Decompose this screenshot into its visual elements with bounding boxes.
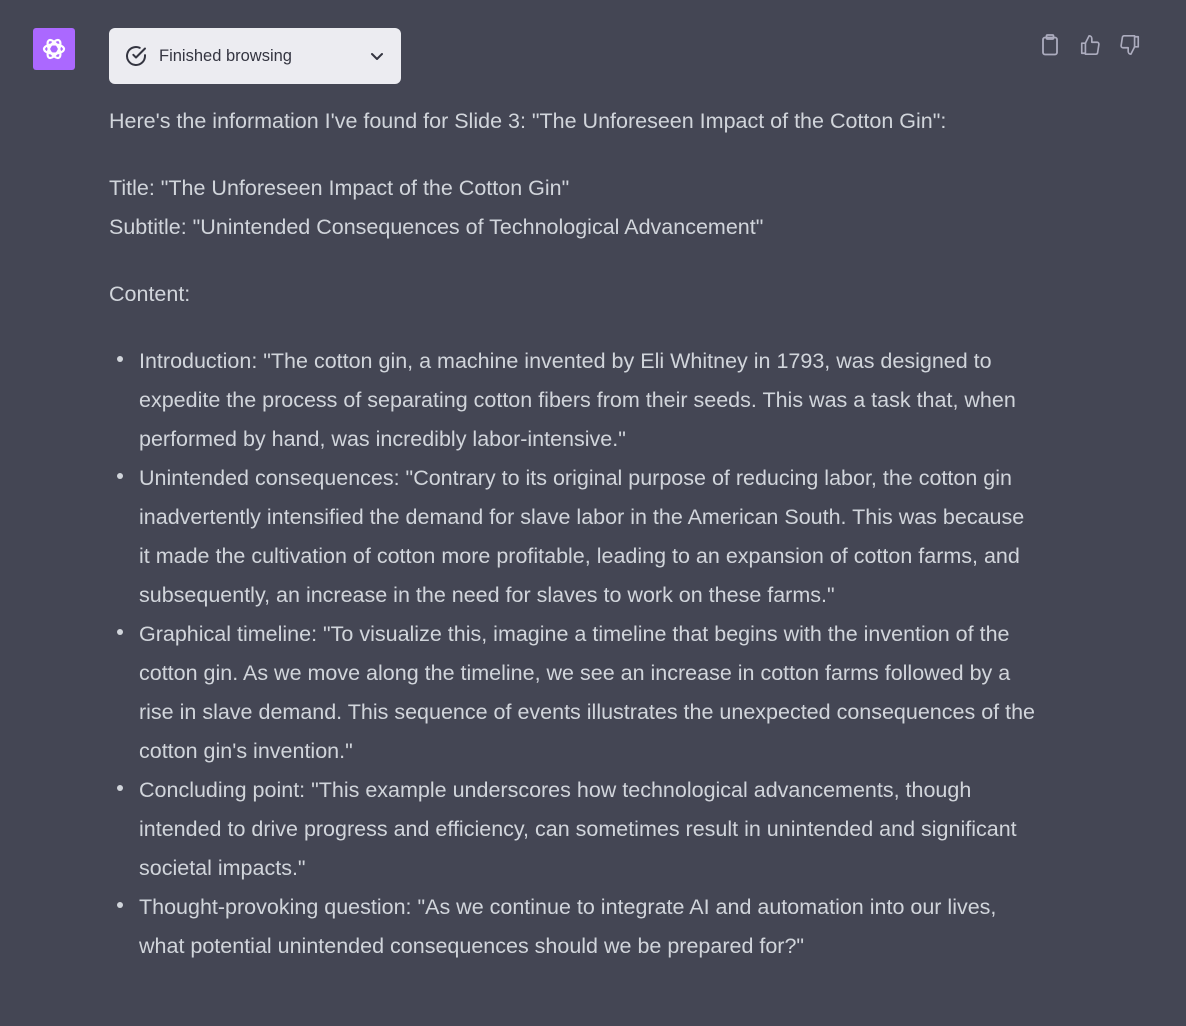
- check-circle-icon: [124, 44, 148, 68]
- content-heading: Content:: [109, 282, 191, 306]
- content-bullet-list: [109, 342, 1039, 966]
- slide-title-line: Title: "The Unforeseen Impact of the Cotton Gin": [109, 176, 570, 200]
- browsing-status-toggle[interactable]: [109, 28, 401, 84]
- bullet-thought-provoking-question: Thought-provoking question: "As we continue to integrate AI and automation into our lives, what potential unintended consequences should we be prepared for?": [109, 888, 1039, 966]
- browsing-status-label: Finished browsing: [159, 46, 292, 65]
- clipboard-icon: [1040, 34, 1060, 56]
- thumbs-down-button[interactable]: [1118, 32, 1142, 58]
- assistant-avatar: [33, 28, 75, 70]
- openai-logo-icon: [40, 35, 68, 63]
- thumbs-up-button[interactable]: [1078, 32, 1102, 58]
- thumbs-down-icon: [1119, 34, 1141, 56]
- bullet-concluding-point: Concluding point: "This example underscores how technological advancements, though intended to drive progress and efficiency, can sometimes result in unintended and significant societal impacts.": [109, 771, 1039, 888]
- thumbs-up-icon: [1079, 34, 1101, 56]
- bullet-unintended-consequences: Unintended consequences: "Contrary to its original purpose of reducing labor, the cotton gin inadvertently intensified the demand for slave labor in the American South. This was because it made the cultivation of cotton more profitable, leading to an expansion of cotton farms, and subsequently, an increase in the need for slaves to work on these farms.": [109, 459, 1039, 615]
- message-actions: [1038, 32, 1142, 58]
- message-intro: Here's the information I've found for Slide 3: "The Unforeseen Impact of the Cotton Gin":: [109, 109, 947, 133]
- chevron-down-icon: [367, 46, 387, 66]
- bullet-introduction: Introduction: "The cotton gin, a machine invented by Eli Whitney in 1793, was designed to expedite the process of separating cotton fibers from their seeds. This was a task that, when performed by hand, was incredibly labor-intensive.": [109, 342, 1039, 459]
- slide-subtitle-line: Subtitle: "Unintended Consequences of Technological Advancement": [109, 215, 764, 239]
- bullet-graphical-timeline: Graphical timeline: "To visualize this, imagine a timeline that begins with the invention of the cotton gin. As we move along the timeline, we see an increase in cotton farms followed by a rise in slave demand. This sequence of events illustrates the unexpected consequences of the cotton gin's invention.": [109, 615, 1039, 771]
- copy-button[interactable]: [1038, 32, 1062, 58]
- assistant-message: [109, 102, 1039, 966]
